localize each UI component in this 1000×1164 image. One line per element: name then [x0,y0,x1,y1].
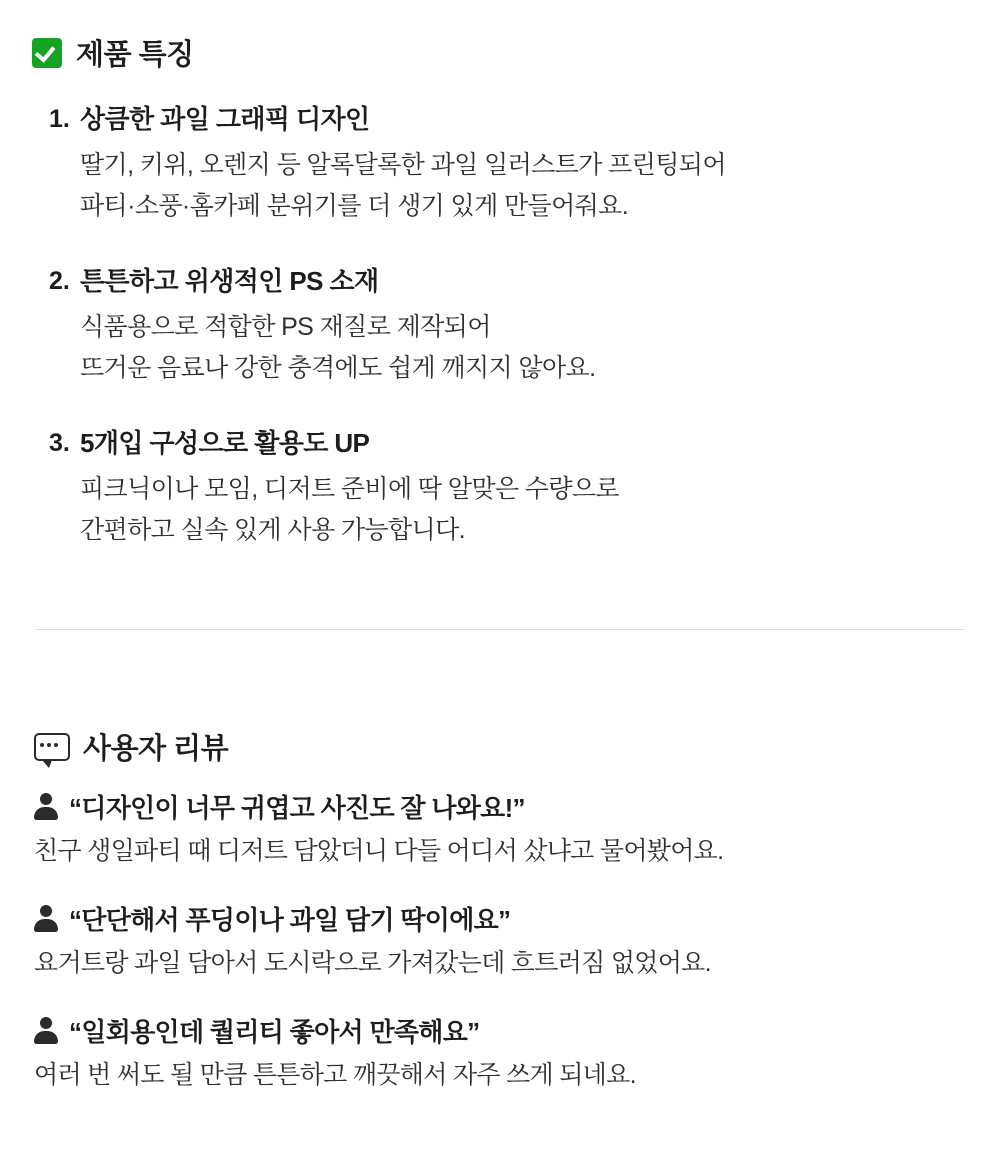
feature-body [80,261,970,389]
speech-bubble-dots [40,743,58,747]
review-text: 요거트랑 과일 담아서 도시락으로 가져갔는데 흐트러짐 없었어요. [34,949,711,977]
person-icon [34,793,58,823]
review-quote: “단단해서 푸딩이나 과일 담기 딱이에요” [69,905,511,935]
review-quote-row [34,1013,970,1051]
speech-bubble-icon [34,733,70,761]
review-text: 여러 번 써도 될 만큼 튼튼하고 깨끗해서 자주 쓰게 되네요. [34,1061,636,1089]
review-quote-row [34,901,970,939]
feature-body [80,99,970,227]
person-icon [34,905,58,935]
list-item [34,901,970,983]
list-item [36,99,970,227]
feature-description-line: 뜨거운 음료나 강한 충격에도 쉽게 깨지지 않아요. [80,354,596,382]
feature-description-line: 간편하고 실속 있게 사용 가능합니다. [80,516,465,544]
feature-body [80,423,970,551]
review-quote: “디자인이 너무 귀엽고 사진도 잘 나와요!” [69,793,525,823]
list-item [34,789,970,871]
features-section-header [32,32,970,73]
feature-description-line: 딸기, 키위, 오렌지 등 알록달록한 과일 일러스트가 프린팅되어 [80,151,726,179]
review-text: 친구 생일파티 때 디저트 담았더니 다들 어디서 샀냐고 물어봤어요. [34,837,724,865]
list-item [36,423,970,551]
review-quote-row [34,789,970,827]
features-section-title: 제품 특징 [76,39,194,71]
feature-number: 1. [49,105,70,133]
features-list [36,99,970,551]
feature-description-line: 식품용으로 적합한 PS 재질로 제작되어 [80,313,491,341]
feature-description-line: 파티·소풍·홈카페 분위기를 더 생기 있게 만들어줘요. [80,192,629,220]
feature-number: 3. [49,429,70,457]
feature-title: 튼튼하고 위생적인 PS 소재 [80,266,379,296]
feature-title: 상큼한 과일 그래픽 디자인 [80,104,370,134]
person-icon [34,1017,58,1047]
feature-number: 2. [49,267,70,295]
reviews-section-title: 사용자 리뷰 [83,733,229,765]
feature-title: 5개입 구성으로 활용도 UP [80,428,370,458]
list-item [34,1013,970,1095]
list-item [36,261,970,389]
reviews-list [30,789,970,1095]
reviews-section-header [34,726,970,767]
check-box-icon [32,38,62,68]
section-divider [36,629,964,630]
review-quote: “일회용인데 퀄리티 좋아서 만족해요” [69,1017,480,1047]
feature-description-line: 피크닉이나 모임, 디저트 준비에 딱 알맞은 수량으로 [80,475,619,503]
